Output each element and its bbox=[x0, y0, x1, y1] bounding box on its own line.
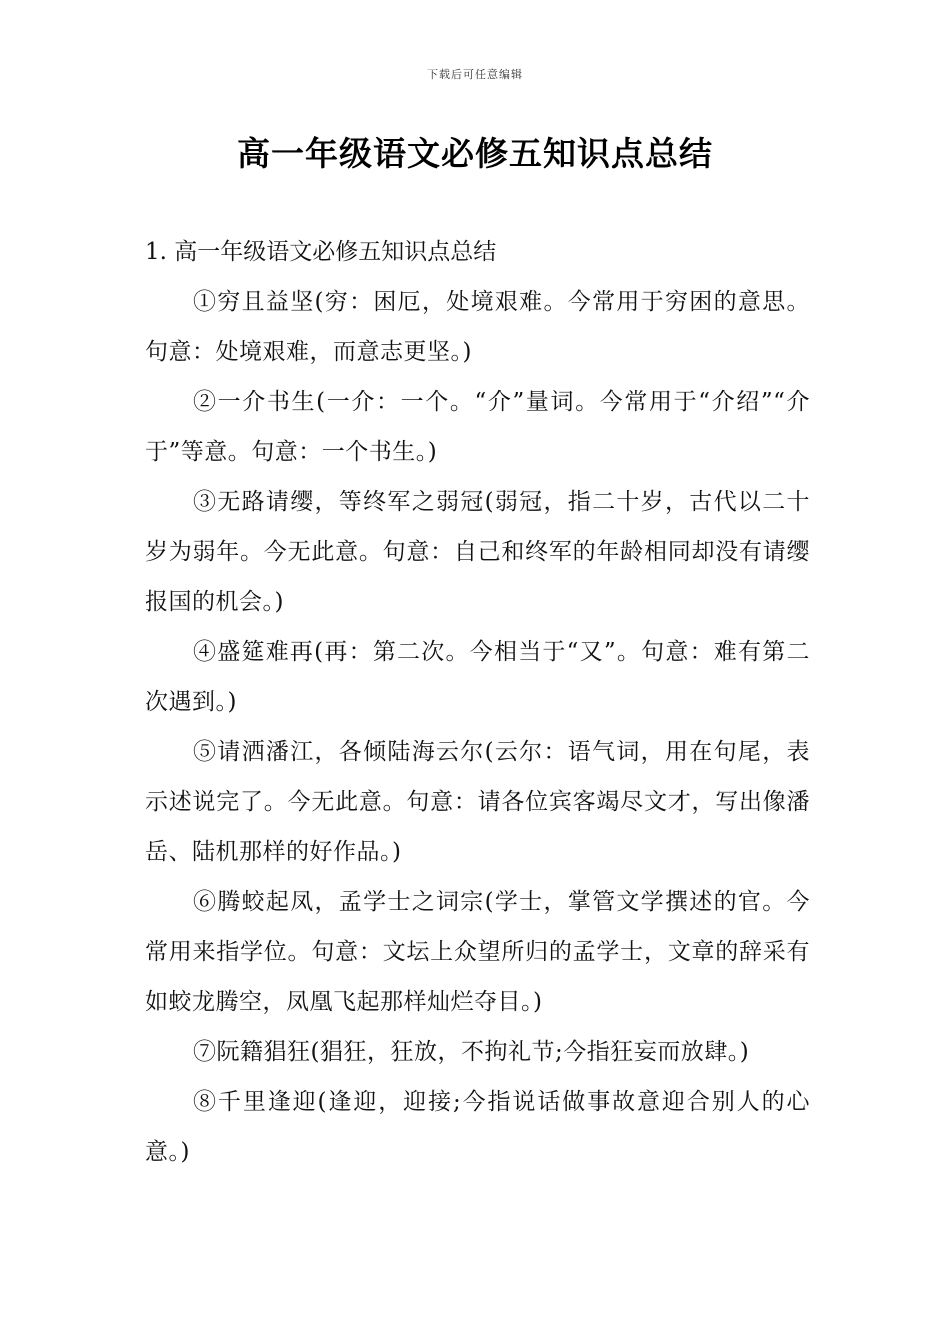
knowledge-entry-6: ⑥腾蛟起凤，孟学士之词宗(学士，掌管文学撰述的官。今常用来指学位。句意：文坛上众望所归的孟学士，文章的辞采有如蛟龙腾空，凤凰飞起那样灿烂夺目。) bbox=[145, 889, 810, 1015]
section-heading: 1. 高一年级语文必修五知识点总结 bbox=[145, 239, 497, 265]
knowledge-entry-1: ①穷且益坚(穷：困厄，处境艰难。今常用于穷困的意思。句意：处境艰难，而意志更坚。) bbox=[145, 289, 810, 365]
knowledge-entry-5: ⑤请洒潘江，各倾陆海云尔(云尔：语气词，用在句尾，表示述说完了。今无此意。句意：请各位宾客竭尽文才，写出像潘岳、陆机那样的好作品。) bbox=[145, 739, 810, 865]
knowledge-entry-7: ⑦阮籍猖狂(猖狂，狂放，不拘礼节;今指狂妄而放肆。) bbox=[193, 1039, 750, 1065]
knowledge-entry-3: ③无路请缨，等终军之弱冠(弱冠，指二十岁，古代以二十岁为弱年。今无此意。句意：自己和终军的年龄相同却没有请缨报国的机会。) bbox=[145, 489, 810, 615]
knowledge-entry-8: ⑧千里逢迎(逢迎，迎接;今指说话做事故意迎合别人的心意。) bbox=[145, 1089, 810, 1165]
knowledge-entry-4: ④盛筵难再(再：第二次。今相当于“又”。句意：难有第二次遇到。) bbox=[145, 639, 810, 715]
document-title: 高一年级语文必修五知识点总结 bbox=[237, 134, 713, 173]
document-body bbox=[145, 227, 810, 1177]
knowledge-entry-2: ②一介书生(一介：一个。“介”量词。今常用于“介绍”“介于”等意。句意：一个书生。) bbox=[145, 389, 810, 465]
download-note: 下载后可任意编辑 bbox=[427, 68, 523, 81]
